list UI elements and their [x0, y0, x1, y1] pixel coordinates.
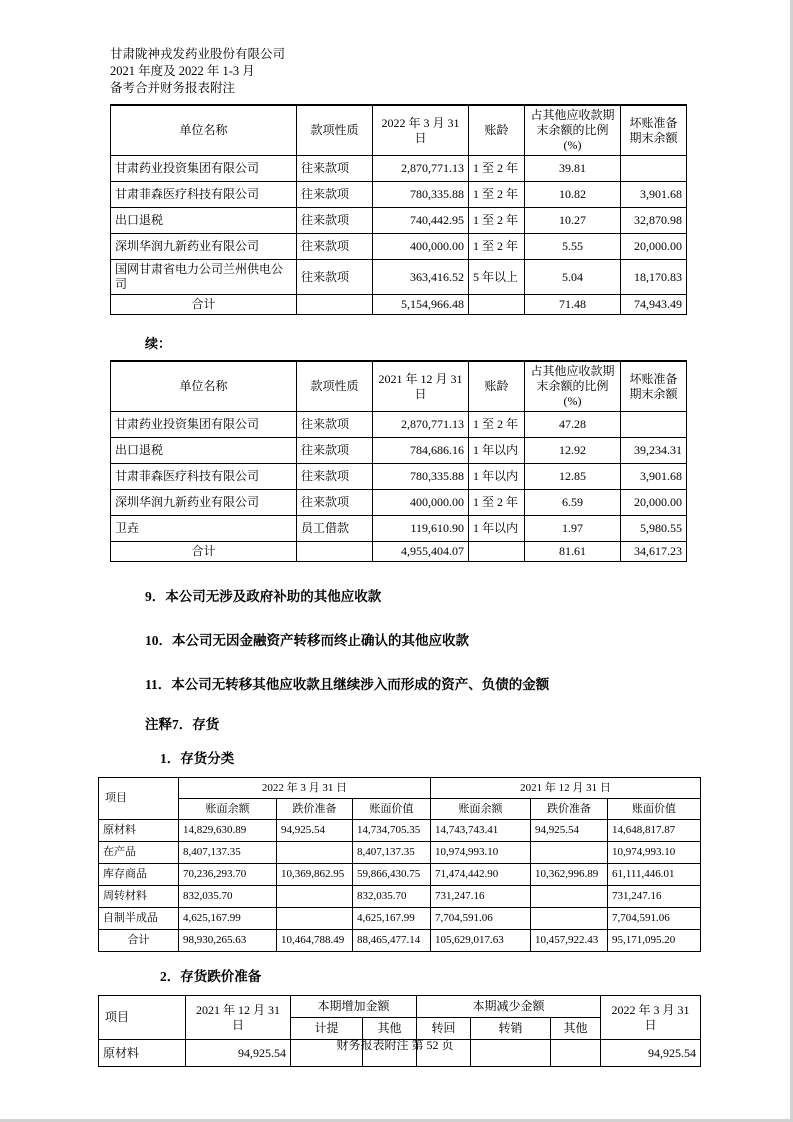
table-cell: 10,974,993.10	[431, 842, 531, 864]
table-cell	[277, 908, 353, 930]
note-11: 11．本公司无转移其他应收款且继续涉入而形成的资产、负债的金额	[145, 677, 550, 692]
other-receivables-2022-table	[110, 104, 687, 315]
table-cell: 10,464,788.49	[277, 930, 353, 952]
table-cell: 往来款项	[297, 464, 373, 490]
table-cell: 2,870,771.13	[373, 412, 469, 438]
table-cell: 5 年以上	[469, 260, 525, 295]
inventory-provision-table	[98, 995, 701, 1067]
table-row	[111, 182, 687, 208]
table-cell: 94,925.54	[601, 1040, 701, 1067]
col-header-bad-debt: 坏账准备期末余额	[621, 361, 687, 412]
table-cell: 1 至 2 年	[469, 490, 525, 516]
table-cell: 14,743,743.41	[431, 820, 531, 842]
table-cell: 14,829,630.89	[179, 820, 277, 842]
table-subheader-row	[99, 799, 701, 820]
col-header-ratio: 占其他应收款期末余额的比例(%)	[525, 105, 621, 156]
col-header-book-value: 账面价值	[353, 799, 431, 820]
col-header-begin-balance: 2021 年 12 月 31 日	[186, 996, 291, 1040]
col-header-provision: 跌价准备	[531, 799, 608, 820]
note-9: 9．本公司无涉及政府补助的其他应收款	[145, 589, 382, 604]
table-row	[111, 464, 687, 490]
table-row	[111, 412, 687, 438]
table-cell: 往来款项	[297, 490, 373, 516]
table-cell: 731,247.16	[608, 886, 701, 908]
table-cell	[277, 842, 353, 864]
table-cell: 原材料	[99, 820, 179, 842]
table-cell: 12.85	[525, 464, 621, 490]
table-cell: 98,930,265.63	[179, 930, 277, 952]
table-cell: 39,234.31	[621, 438, 687, 464]
table-cell: 1 年以内	[469, 516, 525, 542]
col-header-nature: 款项性质	[297, 105, 373, 156]
table-cell: 原材料	[99, 1040, 186, 1067]
table-cell: 出口退税	[111, 438, 297, 464]
table-row	[111, 234, 687, 260]
table-cell	[297, 542, 373, 562]
other-receivables-2021-table	[110, 360, 687, 562]
table-cell: 合计	[99, 930, 179, 952]
table-cell: 1 年以内	[469, 438, 525, 464]
col-header-reversal: 转回	[417, 1018, 471, 1040]
table-cell	[277, 886, 353, 908]
page-footer: 财务报表附注 第 52 页	[336, 1038, 454, 1052]
table-cell: 731,247.16	[431, 886, 531, 908]
table-cell: 81.61	[525, 542, 621, 562]
table-row	[99, 886, 701, 908]
table-cell: 甘肃菲森医疗科技有限公司	[111, 182, 297, 208]
company-name: 甘肃陇神戎发药业股份有限公司	[110, 47, 286, 61]
table-cell: 71,474,442.90	[431, 864, 531, 886]
col-header-write-off: 转销	[471, 1018, 551, 1040]
table-cell: 往来款项	[297, 260, 373, 295]
table-cell: 出口退税	[111, 208, 297, 234]
table-cell	[531, 886, 608, 908]
table-cell: 5.04	[525, 260, 621, 295]
table-cell: 1 至 2 年	[469, 208, 525, 234]
note-10: 10．本公司无因金融资产转移而终止确认的其他应收款	[145, 633, 469, 648]
table-cell: 4,625,167.99	[353, 908, 431, 930]
table-cell: 70,236,293.70	[179, 864, 277, 886]
table-cell: 105,629,017.63	[431, 930, 531, 952]
table-row	[99, 842, 701, 864]
table-cell: 7,704,591.06	[608, 908, 701, 930]
section-7-title: 注释7．存货	[145, 717, 220, 732]
table-cell: 1 至 2 年	[469, 234, 525, 260]
table-cell: 1.97	[525, 516, 621, 542]
table-cell: 32,870.98	[621, 208, 687, 234]
table-cell	[469, 542, 525, 562]
col-group-decrease: 本期减少金额	[417, 996, 601, 1018]
report-title: 备考合并财务报表附注	[110, 81, 236, 95]
table-row	[99, 930, 701, 952]
col-header-book-balance: 账面余额	[431, 799, 531, 820]
table-cell: 合计	[111, 295, 297, 315]
table-header-row	[99, 996, 701, 1018]
table-header-row	[111, 105, 687, 156]
col-group-2021: 2021 年 12 月 31 日	[431, 778, 701, 799]
col-header-aging: 账龄	[469, 361, 525, 412]
table-cell: 5.55	[525, 234, 621, 260]
table-cell: 甘肃药业投资集团有限公司	[111, 156, 297, 182]
table-cell	[531, 842, 608, 864]
table-cell	[621, 156, 687, 182]
table-row	[111, 208, 687, 234]
table-cell: 在产品	[99, 842, 179, 864]
table-cell: 国网甘肃省电力公司兰州供电公司	[111, 260, 297, 295]
table-cell: 1 至 2 年	[469, 412, 525, 438]
table-row	[111, 260, 687, 295]
table-cell: 10.82	[525, 182, 621, 208]
table-cell: 往来款项	[297, 182, 373, 208]
col-header-accrual: 计提	[291, 1018, 363, 1040]
table-row	[111, 542, 687, 562]
col-header-date: 2021 年 12 月 31 日	[373, 361, 469, 412]
table-row	[111, 438, 687, 464]
table-cell: 10,369,862.95	[277, 864, 353, 886]
table-cell: 往来款项	[297, 234, 373, 260]
table-cell: 34,617.23	[621, 542, 687, 562]
table-cell: 3,901.68	[621, 182, 687, 208]
table-row	[111, 490, 687, 516]
col-group-2022: 2022 年 3 月 31 日	[179, 778, 431, 799]
table-cell: 5,980.55	[621, 516, 687, 542]
table-cell: 400,000.00	[373, 490, 469, 516]
table-cell: 14,734,705.35	[353, 820, 431, 842]
inventory-provision-title: 2．存货跌价准备	[160, 969, 262, 984]
table-cell: 4,955,404.07	[373, 542, 469, 562]
col-header-other: 其他	[551, 1018, 601, 1040]
table-cell: 6.59	[525, 490, 621, 516]
col-header-date: 2022 年 3 月 31 日	[373, 105, 469, 156]
table-header-row	[99, 778, 701, 799]
table-cell: 卫垚	[111, 516, 297, 542]
table-cell: 7,704,591.06	[431, 908, 531, 930]
col-header-aging: 账龄	[469, 105, 525, 156]
table-cell: 39.81	[525, 156, 621, 182]
table-cell: 1 至 2 年	[469, 182, 525, 208]
table-cell: 47.28	[525, 412, 621, 438]
table-cell: 94,925.54	[277, 820, 353, 842]
table-cell: 119,610.90	[373, 516, 469, 542]
col-header-end-balance: 2022 年 3 月 31 日	[601, 996, 701, 1040]
table-cell: 363,416.52	[373, 260, 469, 295]
table-cell: 12.92	[525, 438, 621, 464]
table-cell: 95,171,095.20	[608, 930, 701, 952]
col-header-ratio: 占其他应收款期末余额的比例(%)	[525, 361, 621, 412]
table-row	[111, 295, 687, 315]
table-cell: 10.27	[525, 208, 621, 234]
inventory-classification-table	[98, 777, 701, 952]
continued-label: 续：	[145, 336, 172, 351]
table-row	[99, 908, 701, 930]
inventory-classification-title: 1．存货分类	[160, 751, 235, 766]
col-header-other: 其他	[363, 1018, 417, 1040]
table-cell: 深圳华润九新药业有限公司	[111, 490, 297, 516]
table-cell: 400,000.00	[373, 234, 469, 260]
col-header-item: 项目	[99, 778, 179, 820]
table-row	[111, 156, 687, 182]
table-cell: 10,974,993.10	[608, 842, 701, 864]
table-row	[99, 820, 701, 842]
col-header-book-balance: 账面余额	[179, 799, 277, 820]
table-row	[111, 516, 687, 542]
table-header-row	[111, 361, 687, 412]
table-cell: 780,335.88	[373, 464, 469, 490]
col-header-nature: 款项性质	[297, 361, 373, 412]
col-header-bad-debt: 坏账准备期末余额	[621, 105, 687, 156]
table-cell: 18,170.83	[621, 260, 687, 295]
table-cell: 甘肃药业投资集团有限公司	[111, 412, 297, 438]
table-cell: 59,866,430.75	[353, 864, 431, 886]
table-cell: 往来款项	[297, 156, 373, 182]
table-cell: 10,457,922.43	[531, 930, 608, 952]
table-row	[99, 864, 701, 886]
table-cell: 94,925.54	[531, 820, 608, 842]
table-cell: 往来款项	[297, 438, 373, 464]
table-cell	[621, 412, 687, 438]
table-cell: 甘肃菲森医疗科技有限公司	[111, 464, 297, 490]
col-group-increase: 本期增加金额	[291, 996, 417, 1018]
report-period: 2021 年度及 2022 年 1-3 月	[110, 64, 255, 78]
table-cell: 784,686.16	[373, 438, 469, 464]
table-cell: 20,000.00	[621, 234, 687, 260]
table-cell: 深圳华润九新药业有限公司	[111, 234, 297, 260]
table-cell: 往来款项	[297, 208, 373, 234]
table-cell: 10,362,996.89	[531, 864, 608, 886]
document-header	[110, 46, 790, 97]
table-cell: 8,407,137.35	[179, 842, 277, 864]
table-cell: 88,465,477.14	[353, 930, 431, 952]
table-cell: 4,625,167.99	[179, 908, 277, 930]
table-cell: 周转材料	[99, 886, 179, 908]
table-cell: 库存商品	[99, 864, 179, 886]
table-cell	[297, 295, 373, 315]
table-cell: 14,648,817.87	[608, 820, 701, 842]
col-header-unit-name: 单位名称	[111, 361, 297, 412]
table-cell: 71.48	[525, 295, 621, 315]
table-cell: 员工借款	[297, 516, 373, 542]
col-header-unit-name: 单位名称	[111, 105, 297, 156]
table-cell: 合计	[111, 542, 297, 562]
table-cell: 832,035.70	[353, 886, 431, 908]
table-cell: 94,925.54	[186, 1040, 291, 1067]
table-cell	[531, 908, 608, 930]
table-cell: 832,035.70	[179, 886, 277, 908]
col-header-provision: 跌价准备	[277, 799, 353, 820]
table-cell: 20,000.00	[621, 490, 687, 516]
table-cell: 2,870,771.13	[373, 156, 469, 182]
table-cell: 8,407,137.35	[353, 842, 431, 864]
col-header-book-value: 账面价值	[608, 799, 701, 820]
table-cell: 往来款项	[297, 412, 373, 438]
table-cell: 74,943.49	[621, 295, 687, 315]
table-cell: 61,111,446.01	[608, 864, 701, 886]
col-header-item: 项目	[99, 996, 186, 1040]
table-cell: 740,442.95	[373, 208, 469, 234]
table-cell: 自制半成品	[99, 908, 179, 930]
table-cell: 3,901.68	[621, 464, 687, 490]
table-cell	[469, 295, 525, 315]
table-cell: 1 至 2 年	[469, 156, 525, 182]
table-cell: 780,335.88	[373, 182, 469, 208]
table-cell: 5,154,966.48	[373, 295, 469, 315]
table-cell: 1 年以内	[469, 464, 525, 490]
